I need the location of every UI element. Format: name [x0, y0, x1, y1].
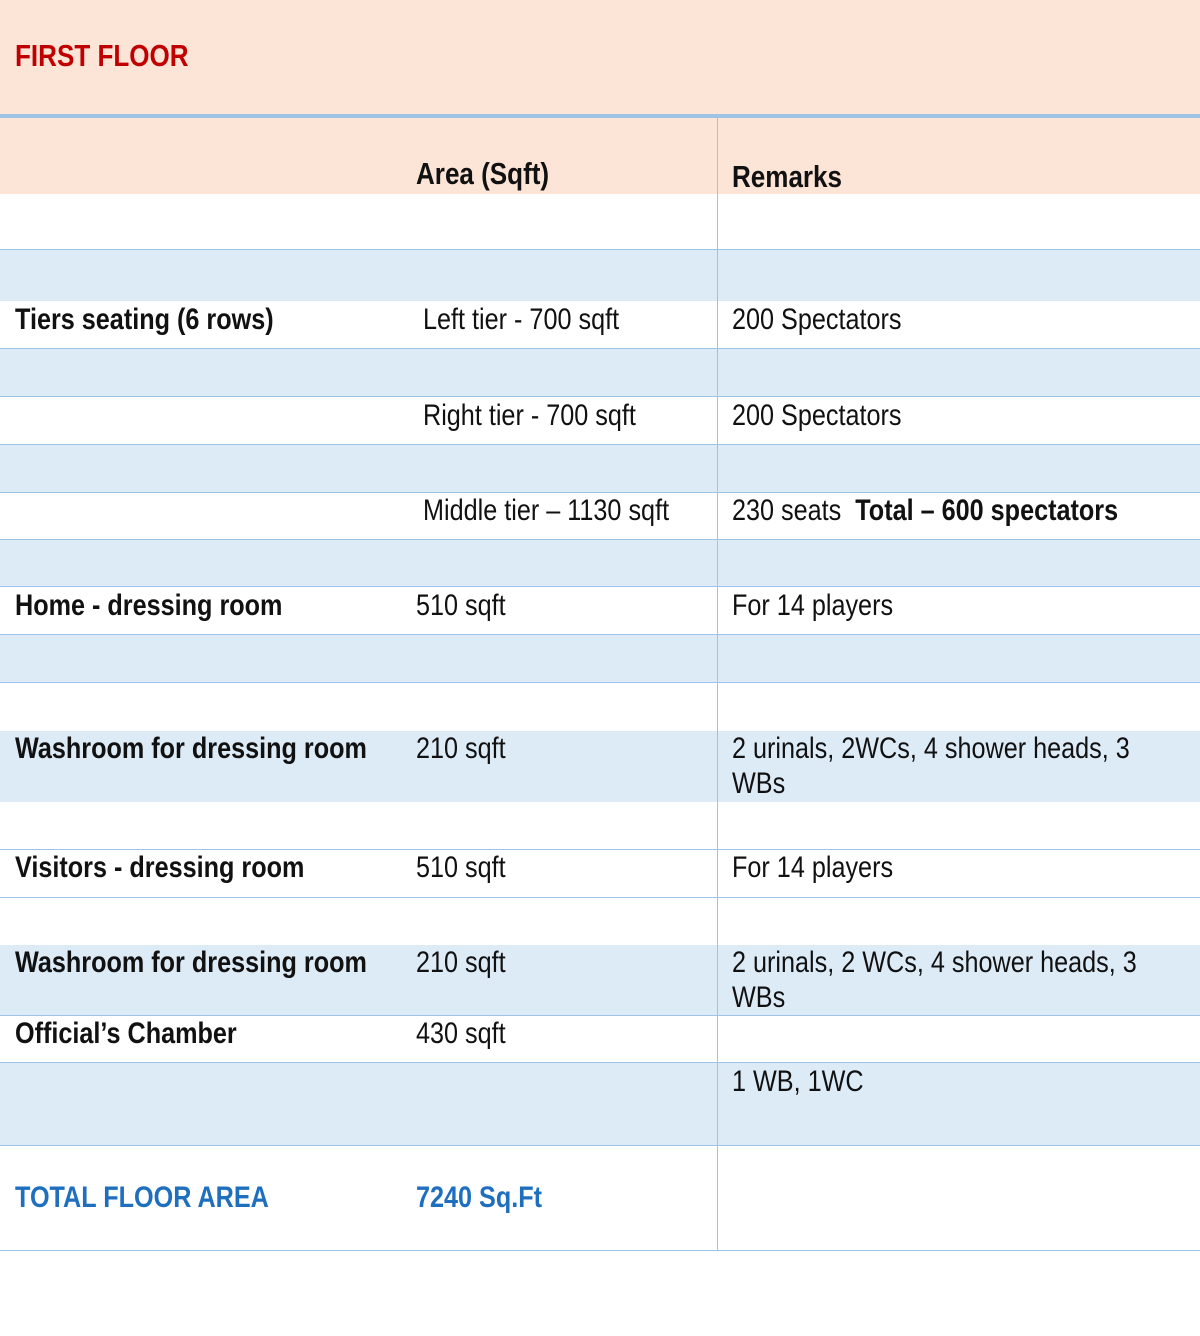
home-dressing-label: Home - dressing room: [15, 589, 283, 622]
right-tier-remarks: 200 Spectators: [732, 399, 902, 432]
table-row-officials-remarks: [0, 1063, 1200, 1146]
visitors-washroom-label: Washroom for dressing room: [15, 946, 367, 979]
tiers-label: Tiers seating (6 rows): [15, 303, 274, 336]
column-divider: [717, 118, 718, 1250]
table-title: FIRST FLOOR: [15, 38, 189, 73]
spacer-row: [0, 250, 1200, 301]
spacer-row: [0, 445, 1200, 493]
table-row-visitors-dressing: [0, 850, 1200, 898]
middle-tier-seats: 230 seats: [732, 494, 842, 527]
visitors-dressing-remarks: For 14 players: [732, 851, 894, 884]
total-area: 7240 Sq.Ft: [416, 1181, 543, 1214]
right-tier-area: Right tier - 700 sqft: [423, 399, 636, 432]
officials-area: 430 sqft: [416, 1017, 506, 1050]
home-washroom-area: 210 sqft: [416, 732, 506, 765]
middle-tier-remarks: [732, 493, 1118, 528]
spacer-row: [0, 683, 1200, 731]
table-row-home-washroom: [0, 731, 1200, 802]
visitors-washroom-area: 210 sqft: [416, 946, 506, 979]
spacer-row: [0, 349, 1200, 397]
table-row-tiers: [0, 301, 1200, 349]
home-washroom-label: Washroom for dressing room: [15, 732, 367, 765]
visitors-washroom-remarks: 2 urinals, 2 WCs, 4 shower heads, 3 WBs: [732, 946, 1137, 1014]
tiers-area: Left tier - 700 sqft: [423, 303, 620, 336]
total-label: TOTAL FLOOR AREA: [15, 1181, 269, 1214]
home-dressing-remarks: For 14 players: [732, 589, 894, 622]
officials-remarks: 1 WB, 1WC: [732, 1065, 864, 1098]
header-row: [0, 118, 1200, 194]
table-row-visitors-washroom: [0, 945, 1200, 1016]
officials-label: Official’s Chamber: [15, 1017, 237, 1050]
title-band: [0, 0, 1200, 114]
visitors-dressing-label: Visitors - dressing room: [15, 851, 305, 884]
table-row-right-tier: [0, 397, 1200, 445]
table-row-home-dressing: [0, 587, 1200, 635]
tiers-remarks: 200 Spectators: [732, 303, 902, 336]
remarks-column-header: Remarks: [732, 159, 843, 194]
home-dressing-area: 510 sqft: [416, 589, 506, 622]
table-row-officials: [0, 1016, 1200, 1063]
spacer-row: [0, 802, 1200, 850]
spacer-row: [0, 194, 1200, 250]
spacer-row: [0, 540, 1200, 587]
middle-tier-area: Middle tier – 1130 sqft: [423, 494, 670, 527]
visitors-dressing-area: 510 sqft: [416, 851, 506, 884]
spacer-row: [0, 898, 1200, 945]
table-row-middle-tier: [0, 493, 1200, 540]
area-column-header: Area (Sqft): [416, 156, 550, 191]
table-row-total: [0, 1146, 1200, 1251]
middle-tier-total: Total – 600 spectators: [855, 494, 1119, 527]
spacer-row: [0, 635, 1200, 683]
home-washroom-remarks: 2 urinals, 2WCs, 4 shower heads, 3 WBs: [732, 732, 1130, 800]
